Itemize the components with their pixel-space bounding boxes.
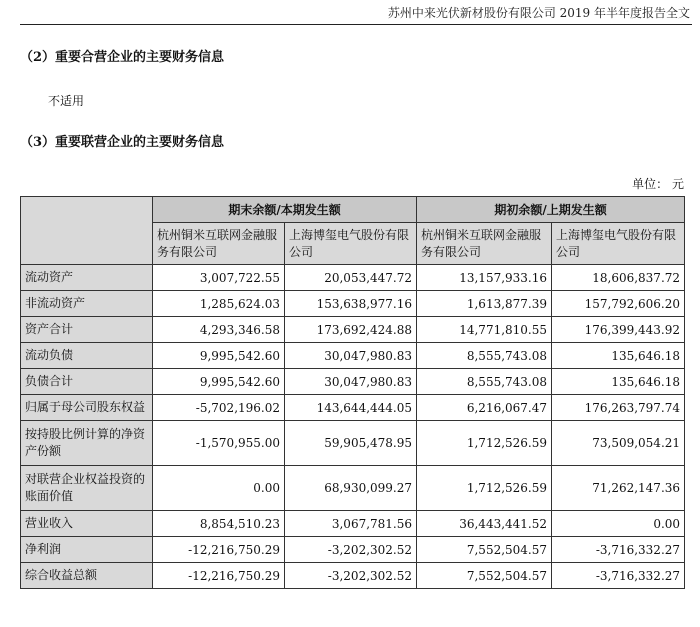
row-label: 负债合计 bbox=[21, 369, 153, 395]
table-row bbox=[21, 395, 685, 421]
cell-value: -3,716,332.27 bbox=[552, 563, 685, 589]
cell-value: 1,613,877.39 bbox=[417, 291, 552, 317]
table-group-header-row bbox=[21, 197, 685, 223]
cell-value: 3,067,781.56 bbox=[285, 511, 417, 537]
cell-value: 9,995,542.60 bbox=[153, 343, 285, 369]
cell-value: 8,555,743.08 bbox=[417, 369, 552, 395]
table-row bbox=[21, 265, 685, 291]
cell-value: -12,216,750.29 bbox=[153, 537, 285, 563]
sub-header-tongmi-prior: 杭州铜米互联网金融服务有限公司 bbox=[417, 223, 552, 265]
cell-value: 3,007,722.55 bbox=[153, 265, 285, 291]
section-3-heading: （3）重要联营企业的主要财务信息 bbox=[20, 135, 225, 150]
cell-value: -3,202,302.52 bbox=[285, 537, 417, 563]
cell-value: 8,555,743.08 bbox=[417, 343, 552, 369]
table-row bbox=[21, 291, 685, 317]
cell-value: 30,047,980.83 bbox=[285, 343, 417, 369]
cell-value: 135,646.18 bbox=[552, 343, 685, 369]
cell-value: 59,905,478.95 bbox=[285, 421, 417, 466]
cell-value: 4,293,346.58 bbox=[153, 317, 285, 343]
cell-value: 157,792,606.20 bbox=[552, 291, 685, 317]
table-row bbox=[21, 563, 685, 589]
row-label: 营业收入 bbox=[21, 511, 153, 537]
cell-value: 0.00 bbox=[153, 466, 285, 511]
cell-value: 30,047,980.83 bbox=[285, 369, 417, 395]
table-row bbox=[21, 421, 685, 466]
row-label: 对联营企业权益投资的账面价值 bbox=[21, 466, 153, 511]
cell-value: 9,995,542.60 bbox=[153, 369, 285, 395]
table-row bbox=[21, 537, 685, 563]
sub-header-tongmi-current: 杭州铜米互联网金融服务有限公司 bbox=[153, 223, 285, 265]
group-header-current: 期末余额/本期发生额 bbox=[153, 197, 417, 223]
table-row bbox=[21, 466, 685, 511]
row-label: 净利润 bbox=[21, 537, 153, 563]
cell-value: 0.00 bbox=[552, 511, 685, 537]
sub-header-boxi-current: 上海博玺电气股份有限公司 bbox=[285, 223, 417, 265]
row-label: 流动负债 bbox=[21, 343, 153, 369]
cell-value: -5,702,196.02 bbox=[153, 395, 285, 421]
table-corner-cell bbox=[21, 197, 153, 265]
group-header-prior: 期初余额/上期发生额 bbox=[417, 197, 685, 223]
cell-value: 68,930,099.27 bbox=[285, 466, 417, 511]
cell-value: 176,263,797.74 bbox=[552, 395, 685, 421]
cell-value: 14,771,810.55 bbox=[417, 317, 552, 343]
row-label: 资产合计 bbox=[21, 317, 153, 343]
table-row bbox=[21, 369, 685, 395]
cell-value: 13,157,933.16 bbox=[417, 265, 552, 291]
cell-value: 173,692,424.88 bbox=[285, 317, 417, 343]
cell-value: 71,262,147.36 bbox=[552, 466, 685, 511]
cell-value: 8,854,510.23 bbox=[153, 511, 285, 537]
section-2-text: 不适用 bbox=[48, 94, 85, 108]
cell-value: 1,712,526.59 bbox=[417, 466, 552, 511]
cell-value: 36,443,441.52 bbox=[417, 511, 552, 537]
table-row bbox=[21, 317, 685, 343]
cell-value: -1,570,955.00 bbox=[153, 421, 285, 466]
section-2-heading: （2）重要合营企业的主要财务信息 bbox=[20, 50, 225, 65]
sub-header-boxi-prior: 上海博玺电气股份有限公司 bbox=[552, 223, 685, 265]
cell-value: 18,606,837.72 bbox=[552, 265, 685, 291]
cell-value: 1,285,624.03 bbox=[153, 291, 285, 317]
row-label: 流动资产 bbox=[21, 265, 153, 291]
cell-value: 6,216,067.47 bbox=[417, 395, 552, 421]
cell-value: 73,509,054.21 bbox=[552, 421, 685, 466]
row-label: 综合收益总额 bbox=[21, 563, 153, 589]
table-row bbox=[21, 511, 685, 537]
cell-value: 7,552,504.57 bbox=[417, 563, 552, 589]
cell-value: -3,202,302.52 bbox=[285, 563, 417, 589]
cell-value: 135,646.18 bbox=[552, 369, 685, 395]
cell-value: 143,644,444.05 bbox=[285, 395, 417, 421]
cell-value: 1,712,526.59 bbox=[417, 421, 552, 466]
row-label: 按持股比例计算的净资产份额 bbox=[21, 421, 153, 466]
report-header-title: 苏州中来光伏新材股份有限公司 2019 年半年度报告全文 bbox=[387, 6, 690, 20]
row-label: 非流动资产 bbox=[21, 291, 153, 317]
row-label: 归属于母公司股东权益 bbox=[21, 395, 153, 421]
cell-value: -3,716,332.27 bbox=[552, 537, 685, 563]
cell-value: -12,216,750.29 bbox=[153, 563, 285, 589]
table-row bbox=[21, 343, 685, 369]
cell-value: 176,399,443.92 bbox=[552, 317, 685, 343]
cell-value: 20,053,447.72 bbox=[285, 265, 417, 291]
cell-value: 153,638,977.16 bbox=[285, 291, 417, 317]
unit-label: 单位： 元 bbox=[632, 177, 684, 191]
associates-financial-table bbox=[20, 196, 685, 589]
cell-value: 7,552,504.57 bbox=[417, 537, 552, 563]
header-divider bbox=[20, 24, 692, 25]
